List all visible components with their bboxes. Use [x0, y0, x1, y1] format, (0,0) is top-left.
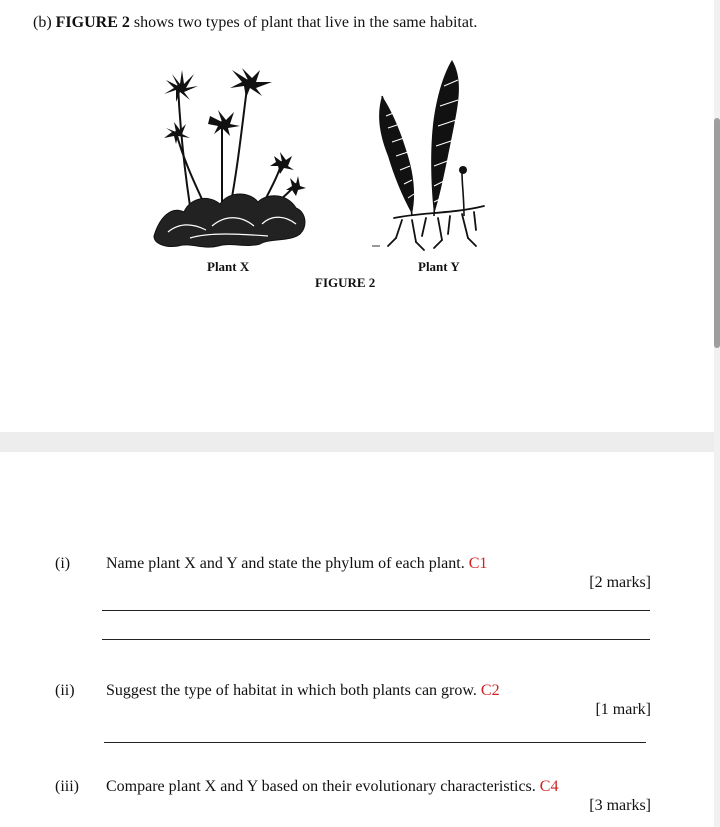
question-iii-body: Compare plant X and Y based on their evolutionary characteristics.	[106, 778, 536, 795]
answer-line-ii-1	[104, 742, 646, 743]
vertical-scrollbar[interactable]	[714, 0, 720, 827]
answer-line-i-1	[102, 610, 650, 611]
page-break	[0, 432, 714, 452]
question-ii-text	[106, 682, 500, 700]
question-ii-number: (ii)	[55, 682, 75, 699]
scrollbar-thumb[interactable]	[714, 118, 720, 348]
question-ii-marks: [1 mark]	[595, 701, 651, 718]
plant-y-label: Plant Y	[418, 259, 460, 274]
plant-x-label: Plant X	[207, 259, 250, 274]
question-b-text: shows two types of plant that live in the same habitat.	[133, 14, 478, 31]
question-i-body: Name plant X and Y and state the phylum of each plant.	[106, 555, 465, 572]
question-ii-body: Suggest the type of habitat in which both plants can grow.	[106, 682, 477, 699]
question-b-heading	[33, 14, 477, 32]
question-iii-text	[106, 778, 558, 796]
question-iii-marks: [3 marks]	[589, 797, 651, 814]
question-iii-number: (iii)	[55, 778, 79, 795]
figure-caption: FIGURE 2	[315, 275, 376, 290]
question-b-prefix: (b)	[33, 14, 52, 31]
question-iii-code: C4	[539, 778, 559, 795]
question-i-marks: [2 marks]	[589, 574, 651, 591]
figure-reference: FIGURE 2	[55, 14, 130, 31]
plant-y-illustration	[372, 56, 488, 252]
question-i-text	[106, 555, 487, 573]
question-i-code: C1	[468, 555, 488, 572]
answer-line-i-2	[102, 639, 650, 640]
question-i-number: (i)	[55, 555, 71, 572]
plant-x-illustration	[150, 66, 310, 250]
question-ii-code: C2	[480, 682, 500, 699]
